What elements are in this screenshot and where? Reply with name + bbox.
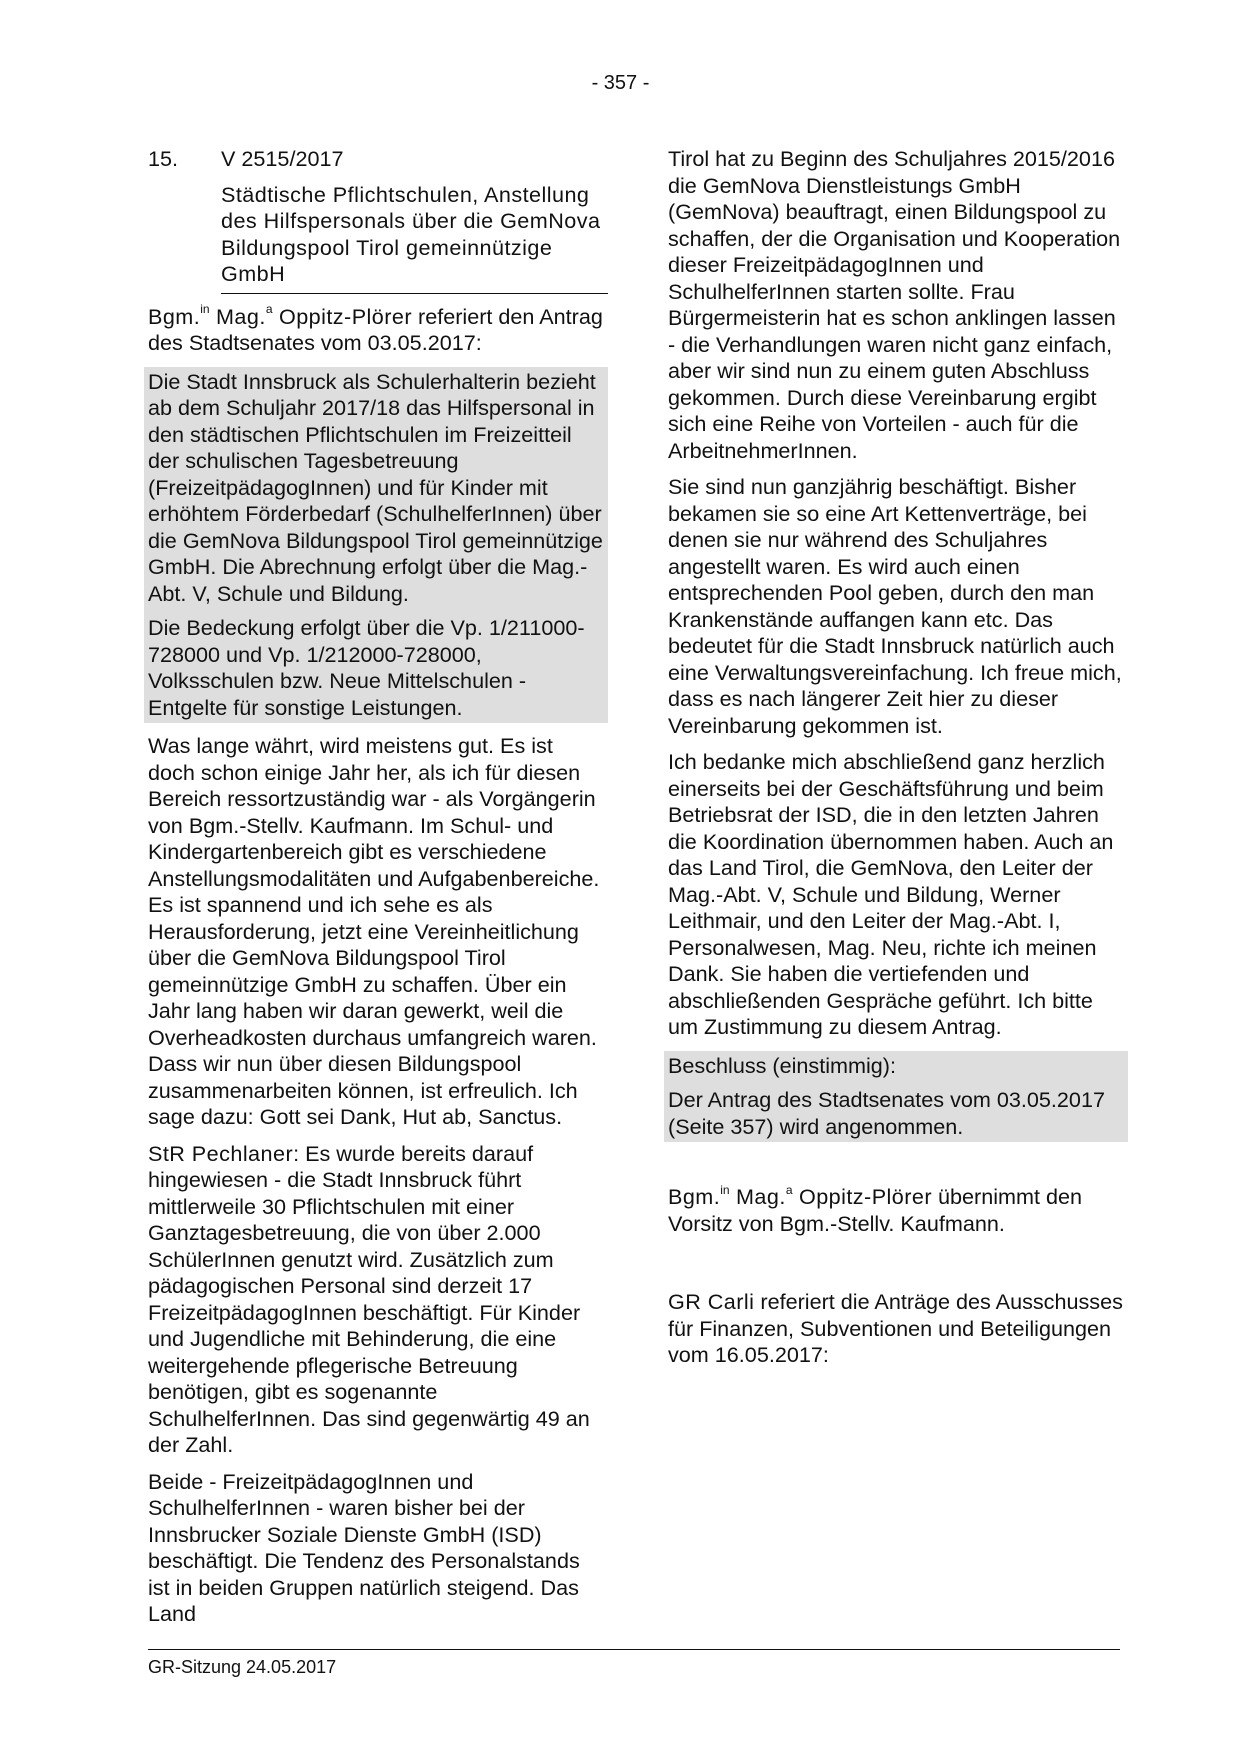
chair-sup: in xyxy=(720,1182,730,1197)
resolution-box xyxy=(664,1051,1128,1143)
speech-paragraph xyxy=(148,1141,603,1459)
resolution-label: Beschluss (einstimmig): xyxy=(668,1052,896,1078)
item-reference: V 2515/2017 xyxy=(221,146,344,171)
footer-divider xyxy=(148,1649,1120,1650)
report-speaker: GR Carli xyxy=(668,1289,755,1314)
motion-paragraph: Die Stadt Innsbruck als Schulerhalterin bezieht ab dem Schuljahr 2017/18 das Hilfspersonal in den städtischen Pflichtschulen im Freizeitteil der schulischen Tagesbetreuung (FreizeitpädagogInnen) und für Kinder mit erhöhtem Förderbedarf (SchulhelferInnen) über die GemNova Bildungspool Tirol gemeinnützige GmbH. Die Abrechnung erfolgt über die Mag.-Abt. V, Schule und Bildung. xyxy=(148,368,603,606)
intro-title-2: Mag. xyxy=(209,303,266,329)
intro-title: Bgm. xyxy=(148,303,201,329)
intro-sup-2: a xyxy=(265,302,273,317)
left-column xyxy=(148,146,603,1638)
intro-text: referiert den Antrag des Stadtsenates vom 03.05.2017: xyxy=(148,303,603,355)
spacer xyxy=(668,1142,1123,1184)
item-subject: Städtische Pflichtschulen, Anstellung des Hilfspersonals über die GemNova Bildungspool Tirol gemeinnützige GmbH xyxy=(221,182,608,294)
footer-text: GR-Sitzung 24.05.2017 xyxy=(148,1657,337,1677)
chair-change xyxy=(668,1184,1123,1237)
speech-paragraph: Tirol hat zu Beginn des Schuljahres 2015/2016 die GemNova Dienstleistungs GmbH (GemNova) beauftragt, einen Bildungspool zu schaffen, der die Organisation und Kooperation dieser FreizeitpädagogInnen und SchulhelferInnen starten sollte. Frau Bürgermeisterin hat es schon anklingen lassen - die Verhandlungen waren nicht ganz einfach, aber wir sind nun zu einem guten Abschluss gekommen. Durch diese Vereinbarung ergibt sich eine Reihe von Vorteilen - auch für die ArbeitnehmerInnen. xyxy=(668,146,1121,463)
item-number: 15. xyxy=(148,146,179,171)
agenda-item-header xyxy=(148,146,603,173)
speech-paragraph: Was lange währt, wird meistens gut. Es ist doch schon einige Jahr her, als ich für diesen Bereich ressortzuständig war - als Vorgängerin von Bgm.-Stellv. Kaufmann. Im Schul- und Kindergartenbereich gibt es verschiedene Anstellungsmodalitäten und Aufgabenbereiche. Es ist spannend und ich sehe es als Herausforderung, jetzt eine Vereinheitlichung über die GemNova Bildungspool Tirol gemeinnützige GmbH zu schaffen. Über ein Jahr lang haben wir daran gewerkt, weil die Overheadkosten durchaus umfangreich waren. Dass wir nun über diesen Bildungspool zusammenarbeiten können, ist erfreulich. Ich sage dazu: Gott sei Dank, Hut ab, Sanctus. xyxy=(148,733,600,1129)
chair-title-2: Mag. xyxy=(729,1184,786,1209)
resolution-text: Der Antrag des Stadtsenates vom 03.05.2017 (Seite 357) wird angenommen. xyxy=(668,1087,1105,1139)
intro-speaker: Oppitz-Plörer xyxy=(272,303,413,329)
speech-paragraph: Ich bedanke mich abschließend ganz herzlich einerseits bei der Geschäftsführung und beim Betriebsrat der ISD, die in den letzten Jahren die Koordination übernommen haben. Auch an das Land Tirol, die GemNova, den Leiter der Mag.-Abt. V, Schule und Bildung, Werner Leithmair, und den Leiter der Mag.-Abt. I, Personalwesen, Mag. Neu, richte ich meinen Dank. Sie haben die vertiefenden und abschließenden Gespräche geführt. Ich bitte um Zustimmung zu diesem Antrag. xyxy=(668,749,1114,1039)
chair-speaker: Oppitz-Plörer xyxy=(792,1184,933,1209)
speech-paragraph: Sie sind nun ganzjährig beschäftigt. Bisher bekamen sie so eine Art Kettenverträge, bei denen sie nur während des Schuljahres angestellt waren. Es wird auch einen entsprechenden Pool geben, durch den man Krankenstände auffangen kann etc. Das bedeutet für die Stadt Innsbruck natürlich auch eine Verwaltungsvereinfachung. Ich freue mich, dass es nach längerer Zeit hier zu dieser Vereinbarung gekommen ist. xyxy=(668,474,1122,738)
report-text: referiert die Anträge des Ausschusses für Finanzen, Subventionen und Beteiligungen vom 16.05.2017: xyxy=(668,1289,1123,1367)
motion-paragraph: Die Bedeckung erfolgt über die Vp. 1/211000-728000 und Vp. 1/212000-728000, Volksschulen bzw. Neue Mittelschulen - Entgelte für sonstige Leistungen. xyxy=(148,615,585,720)
speech-text: : Es wurde bereits darauf hingewiesen - die Stadt Innsbruck führt mittlerweile 30 Pflichtschulen mit einer Ganztagesbetreuung, die von über 2.000 SchülerInnen genutzt wird. Zusätzlich zum pädagogischen Personal sind derzeit 17 FreizeitpädagogInnen beschäftigt. Für Kinder und Jugendliche mit Behinderung, die eine weitergehende pflegerische Betreuung benötigen, gibt es sogenannte SchulhelferInnen. Das sind gegenwärtig 49 an der Zahl. xyxy=(148,1140,590,1457)
page-number: - 357 - xyxy=(591,72,650,94)
chair-title: Bgm. xyxy=(668,1184,721,1209)
speech-paragraph: Beide - FreizeitpädagogInnen und SchulhelferInnen - waren bisher bei der Innsbrucker Soziale Dienste GmbH (ISD) beschäftigt. Die Tendenz des Personalstands ist in beiden Gruppen natürlich steigend. Das Land xyxy=(148,1468,580,1626)
intro-sup: in xyxy=(200,302,210,317)
motion-box xyxy=(144,367,608,724)
right-column xyxy=(668,146,1123,1379)
report-statement xyxy=(668,1289,1123,1369)
chair-text: übernimmt den Vorsitz von Bgm.-Stellv. Kaufmann. xyxy=(668,1184,1083,1236)
spacer xyxy=(668,1247,1123,1289)
intro-statement xyxy=(148,304,603,357)
speaker-name: StR Pechlaner xyxy=(148,1140,294,1166)
chair-sup-2: a xyxy=(785,1182,793,1197)
